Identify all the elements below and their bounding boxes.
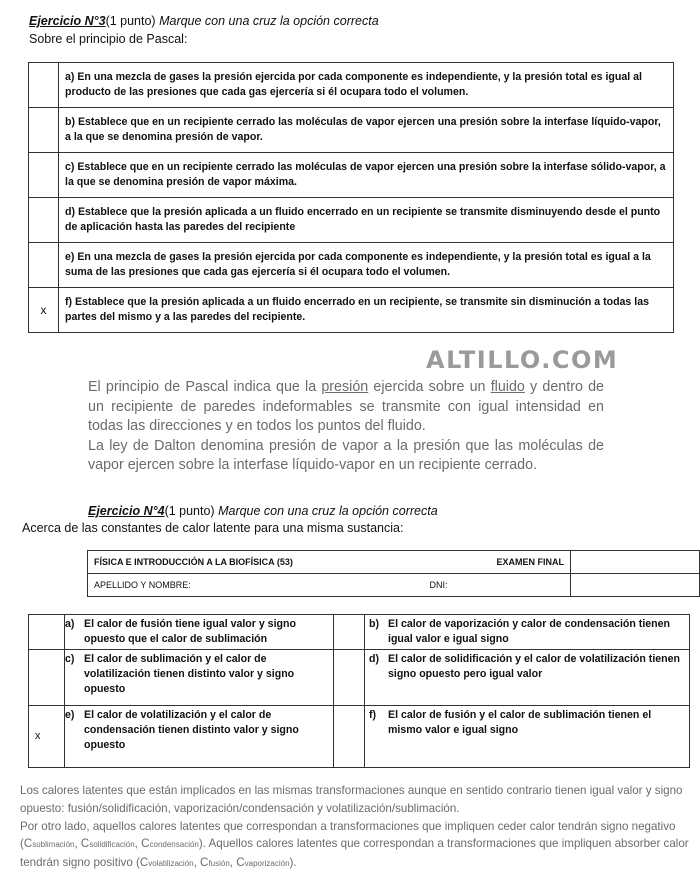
exam-course-cell bbox=[88, 551, 571, 574]
exercise-3-subtitle: Sobre el principio de Pascal: bbox=[29, 32, 188, 46]
option-text: El calor de volatilización y el calor de condensación tienen distinto valor y signo opuesto bbox=[80, 706, 334, 768]
subscript: fusión bbox=[208, 859, 230, 869]
option-mark-cell[interactable] bbox=[29, 243, 59, 288]
exercise-4-explanation bbox=[20, 782, 692, 873]
option-row[interactable] bbox=[29, 288, 674, 333]
name-cell[interactable] bbox=[88, 574, 571, 597]
option-letter: b) bbox=[365, 615, 385, 650]
name-label: APELLIDO Y NOMBRE: bbox=[94, 580, 191, 590]
option-mark-cell[interactable] bbox=[29, 615, 65, 650]
subscript: solidificación bbox=[89, 840, 135, 850]
text-run: Por otro lado, aquellos calores latentes que correspondan a transformaciones que impliquen ceder calor tendrán signo negativo (C bbox=[20, 819, 676, 851]
option-text: El calor de vaporización y calor de condensación tienen igual valor e igual signo bbox=[384, 615, 690, 650]
explanation-paragraph bbox=[20, 818, 692, 873]
option-row[interactable] bbox=[29, 706, 690, 768]
link-fluido[interactable]: fluido bbox=[490, 379, 525, 395]
exercise-4-instruction: Marque con una cruz la opción correcta bbox=[218, 504, 438, 518]
exam-side-cell bbox=[571, 551, 700, 574]
option-row[interactable] bbox=[29, 615, 690, 650]
exam-type: EXAMEN FINAL bbox=[496, 557, 564, 567]
option-text: d) Establece que la presión aplicada a un fluido encerrado en un recipiente se transmite disminuyendo desde el punto de aplicación hasta las paredes del recipiente bbox=[59, 198, 674, 243]
text-run: , C bbox=[74, 837, 90, 851]
option-mark-cell[interactable] bbox=[334, 615, 365, 650]
text-run: , C bbox=[134, 837, 150, 851]
exercise-3-title: Ejercicio N°3 bbox=[29, 14, 106, 28]
option-mark-cell[interactable]: x bbox=[29, 288, 59, 333]
option-text: El calor de solidificación y el calor de volatilización tienen signo opuesto pero igual valor bbox=[384, 650, 690, 706]
watermark-logo: ALTILLO.COM bbox=[426, 346, 619, 374]
option-mark-cell[interactable] bbox=[334, 650, 365, 706]
option-mark-cell[interactable] bbox=[29, 198, 59, 243]
option-mark-cell[interactable] bbox=[29, 108, 59, 153]
option-text: c) Establece que en un recipiente cerrado las moléculas de vapor ejercen una presión sobre la interfase sólido-vapor, a la que se denomina presión de vapor máxima. bbox=[59, 153, 674, 198]
text-run: y dentro de un recipiente de paredes indeformables se transmite con igual intensidad en todas las direcciones y en todos los puntos del fluido. bbox=[88, 379, 604, 435]
option-text: El calor de fusión tiene igual valor y signo opuesto que el calor de sublimación bbox=[80, 615, 334, 650]
option-text: El calor de fusión y el calor de sublimación tienen el mismo valor e igual signo bbox=[384, 706, 690, 768]
explanation-paragraph: La ley de Dalton denomina presión de vapor a la presión que las moléculas de vapor ejercen sobre la interfase líquido-vapor en un recipiente cerrado. bbox=[88, 437, 604, 474]
exercise-4-heading bbox=[88, 504, 438, 518]
option-row[interactable] bbox=[29, 198, 674, 243]
exercise-3-options-table bbox=[28, 62, 674, 333]
subscript: condensación bbox=[149, 840, 199, 850]
exam-header-box bbox=[87, 550, 700, 597]
option-letter: d) bbox=[365, 650, 385, 706]
option-row[interactable] bbox=[29, 63, 674, 108]
text-run: ). Aquellos calores latentes que correspondan a transformaciones que impliquen absorber calor tendrán signo positivo (C bbox=[20, 837, 689, 870]
option-text: e) En una mezcla de gases la presión ejercida por cada componente es independiente, y la presión total es igual a la suma de las presiones que cada gas ejercería si él ocupara todo el volumen. bbox=[59, 243, 674, 288]
option-text: El calor de sublimación y el calor de volatilización tienen distinto valor y signo opuesto bbox=[80, 650, 334, 706]
option-text: f) Establece que la presión aplicada a un fluido encerrado en un recipiente, se transmite sin disminución a todas las partes del mismo y a las paredes del recipiente. bbox=[59, 288, 674, 333]
text-run: El principio de Pascal indica que la bbox=[88, 379, 322, 395]
option-row[interactable] bbox=[29, 243, 674, 288]
subscript: vaporización bbox=[244, 859, 290, 869]
option-mark-cell[interactable] bbox=[29, 63, 59, 108]
option-mark-cell[interactable] bbox=[29, 153, 59, 198]
option-mark-cell[interactable]: x bbox=[29, 706, 65, 768]
option-letter: c) bbox=[65, 650, 81, 706]
exercise-3-instruction: Marque con una cruz la opción correcta bbox=[159, 14, 379, 28]
option-letter: e) bbox=[65, 706, 81, 768]
subscript: sublimación bbox=[32, 840, 75, 850]
option-mark-cell[interactable] bbox=[334, 706, 365, 768]
option-text: a) En una mezcla de gases la presión ejercida por cada componente es independiente, y la presión total es igual al producto de las presiones que cada gas ejercería si él ocupara todo el volumen. bbox=[59, 63, 674, 108]
exercise-3-heading bbox=[29, 14, 379, 28]
exercise-4-options-table bbox=[28, 614, 690, 768]
text-run: ). bbox=[289, 856, 297, 870]
option-mark-cell[interactable] bbox=[29, 650, 65, 706]
explanation-paragraph: Los calores latentes que están implicados en las mismas transformaciones aunque en sentido contrario tienen igual valor y signo opuesto: fusión/solidificación, vaporización/condensación y volatilización/sublimación. bbox=[20, 784, 683, 815]
option-letter: f) bbox=[365, 706, 385, 768]
explanation-paragraph bbox=[88, 378, 604, 437]
exercise-3-points: (1 punto) bbox=[105, 14, 156, 28]
dni-label: DNI: bbox=[429, 580, 448, 590]
exercise-4-points: (1 punto) bbox=[164, 504, 215, 518]
text-run: , C bbox=[229, 856, 245, 870]
option-text: b) Establece que en un recipiente cerrado las moléculas de vapor ejercen una presión sobre la interfase líquido-vapor, a la que se denomina presión de vapor. bbox=[59, 108, 674, 153]
exercise-4-subtitle: Acerca de las constantes de calor latente para una misma sustancia: bbox=[22, 521, 404, 535]
text-run: , C bbox=[193, 856, 209, 870]
option-row[interactable] bbox=[29, 153, 674, 198]
exercise-4-title: Ejercicio N°4 bbox=[88, 504, 165, 518]
option-row[interactable] bbox=[29, 650, 690, 706]
subscript: volatilización bbox=[148, 859, 194, 869]
option-letter: a) bbox=[65, 615, 81, 650]
text-run: ejercida sobre un bbox=[368, 379, 491, 395]
exam-course: FÍSICA E INTRODUCCIÓN A LA BIOFÍSICA (53) bbox=[94, 557, 293, 567]
exercise-3-explanation bbox=[88, 378, 604, 476]
option-row[interactable] bbox=[29, 108, 674, 153]
exam-side-cell bbox=[571, 574, 700, 597]
link-presion[interactable]: presión bbox=[321, 379, 369, 395]
